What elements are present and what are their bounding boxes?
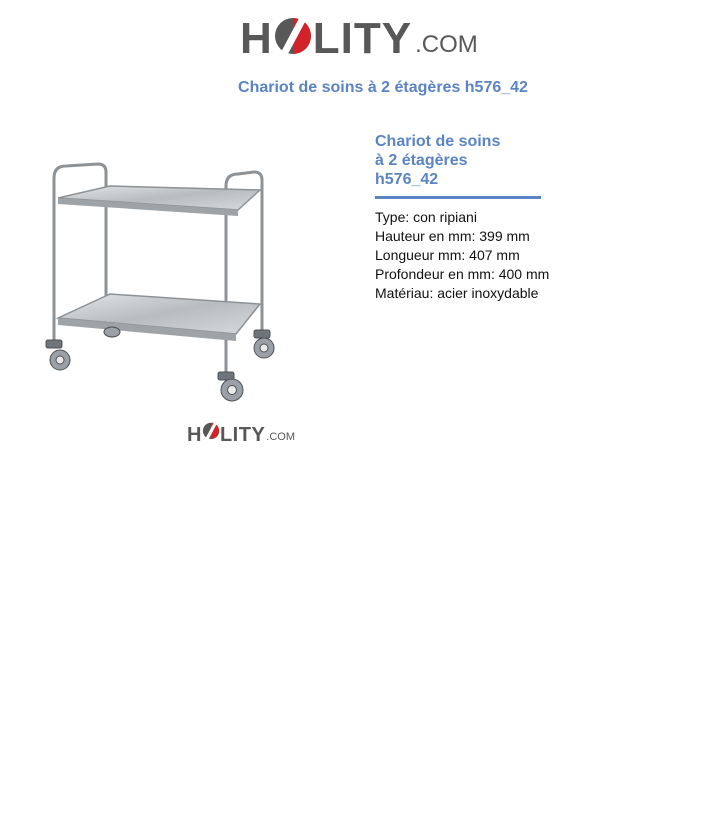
product-info — [375, 132, 595, 303]
logo-o-icon — [273, 12, 313, 61]
watermark-letters-lity: LITY — [219, 424, 266, 446]
spec-height: Hauteur en mm: 399 mm — [375, 228, 530, 244]
watermark-o-icon — [202, 420, 220, 445]
watermark-letter-h: H — [187, 424, 202, 446]
product-title — [375, 132, 545, 189]
spec-length: Longueur mm: 407 mm — [375, 247, 520, 263]
spec-material: Matériau: acier inoxydable — [375, 285, 539, 301]
holity-watermark-logo — [187, 420, 295, 445]
product-title-line: à 2 étagères — [375, 152, 468, 169]
logo-letter-h: H — [240, 14, 273, 63]
trolley-product-image — [40, 158, 285, 408]
spec-type: Type: con ripiani — [375, 209, 477, 225]
watermark-dotcom: .COM — [266, 431, 296, 443]
holity-logo[interactable] — [240, 12, 478, 61]
product-title-line: Chariot de soins — [375, 133, 501, 150]
product-title-line: h576_42 — [375, 171, 439, 188]
spec-depth: Profondeur en mm: 400 mm — [375, 266, 550, 282]
logo-letters-lity: LITY — [312, 14, 413, 63]
page-title: Chariot de soins à 2 étagères h576_42 — [238, 79, 528, 96]
title-underline — [375, 196, 541, 199]
logo-dotcom: .COM — [415, 31, 478, 58]
